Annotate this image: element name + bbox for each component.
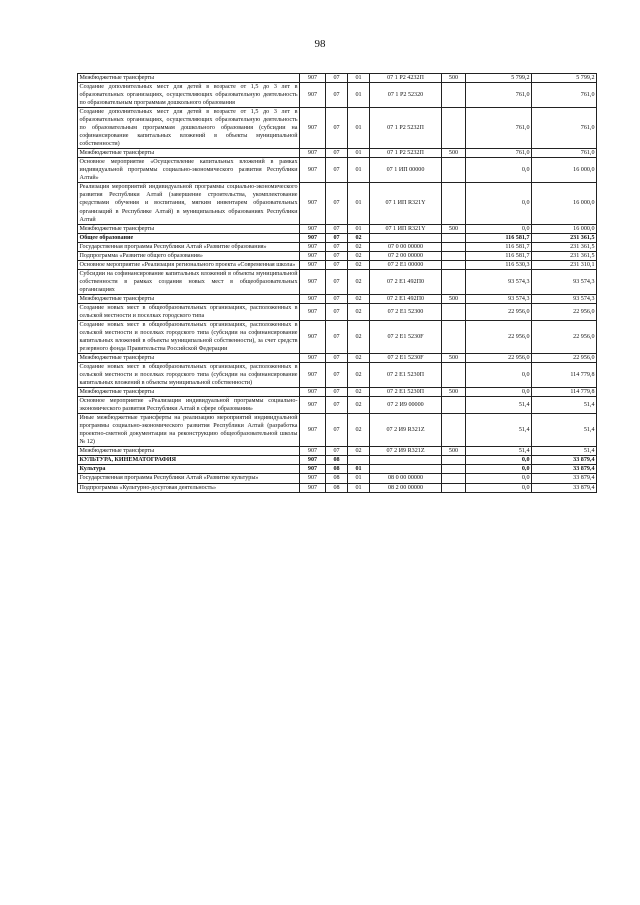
section-code: 07: [326, 83, 348, 108]
ved-code: 907: [300, 320, 326, 353]
target-article-code: 07 1 ИП 00000: [370, 158, 442, 183]
amount-year-2: 33 879,4: [532, 483, 597, 492]
table-row: [78, 294, 597, 303]
target-article-code: 07 2 E1 492П0: [370, 294, 442, 303]
section-code: 07: [326, 242, 348, 251]
row-name: Межбюджетные трансферты: [78, 447, 300, 456]
table-row: [78, 251, 597, 260]
section-code: 07: [326, 363, 348, 388]
amount-year-1: 0,0: [466, 183, 532, 224]
subsection-code: 01: [348, 183, 370, 224]
subsection-code: 02: [348, 251, 370, 260]
expense-type-code: [442, 269, 466, 294]
table-row: [78, 83, 597, 108]
expense-type-code: [442, 233, 466, 242]
amount-year-2: 22 956,0: [532, 303, 597, 320]
subsection-code: 02: [348, 233, 370, 242]
section-code: 07: [326, 233, 348, 242]
target-article-code: 07 1 ИП R321Y: [370, 183, 442, 224]
subsection-code: 01: [348, 483, 370, 492]
amount-year-2: 93 574,3: [532, 294, 597, 303]
subsection-code: 02: [348, 363, 370, 388]
subsection-code: 02: [348, 320, 370, 353]
expense-type-code: [442, 397, 466, 414]
row-name: Межбюджетные трансферты: [78, 354, 300, 363]
expense-type-code: [442, 456, 466, 465]
row-name: Государственная программа Республики Алтай «Развитие культуры»: [78, 474, 300, 483]
target-article-code: 07 2 E1 5230П: [370, 363, 442, 388]
expense-type-code: 500: [442, 447, 466, 456]
target-article-code: 07 0 00 00000: [370, 242, 442, 251]
row-name: Иные межбюджетные трансферты на реализацию мероприятий индивидуальной программы социально-экономического развития Республики Алтай (разработка проектно-сметной документации на реконструкцию общеобразовательной школы № 12): [79, 415, 298, 446]
expense-type-code: [442, 414, 466, 447]
section-code: 07: [326, 354, 348, 363]
ved-code: 907: [300, 183, 326, 224]
ved-code: 907: [300, 294, 326, 303]
amount-year-1: 761,0: [466, 108, 532, 149]
amount-year-2: 761,0: [532, 83, 597, 108]
section-code: 07: [326, 388, 348, 397]
expense-type-code: 500: [442, 354, 466, 363]
row-name: Реализация мероприятий индивидуальной программы социально-экономического развития Республики Алтай (завершение строительства, укомплектование средствами обучения и воспитания, мягким инвентарем образовательных организаций в Республике Алтай) в муниципальных образованиях Республики Алтай: [79, 184, 298, 223]
row-name: Культура: [78, 465, 300, 474]
ved-code: 907: [300, 74, 326, 83]
section-code: 07: [326, 414, 348, 447]
amount-year-1: 116 530,3: [466, 260, 532, 269]
row-name: Субсидии на софинансирование капитальных вложений в объекты муниципальной собственности в рамках создания новых мест в общеобразовательных организациях: [79, 270, 298, 293]
section-code: 07: [326, 74, 348, 83]
target-article-code: 08 2 00 00000: [370, 483, 442, 492]
section-code: 07: [326, 320, 348, 353]
section-code: 07: [326, 158, 348, 183]
section-code: 07: [326, 294, 348, 303]
subsection-code: 02: [348, 388, 370, 397]
ved-code: 907: [300, 354, 326, 363]
row-name: Создание дополнительных мест для детей в возрасте от 1,5 до 3 лет в образовательных организациях, осуществляющих образовательную деятельность по образовательным программам дошкольного образования (субсидии на софинансирование капитальных вложений в объекты муниципальной собственности): [79, 109, 298, 148]
table-row: [78, 158, 597, 183]
amount-year-1: 116 581,7: [466, 251, 532, 260]
table-row: [78, 465, 597, 474]
section-code: 07: [326, 224, 348, 233]
target-article-code: [370, 465, 442, 474]
amount-year-1: 0,0: [466, 224, 532, 233]
section-code: 07: [326, 447, 348, 456]
amount-year-1: 761,0: [466, 83, 532, 108]
amount-year-2: 51,4: [532, 447, 597, 456]
amount-year-2: 5 799,2: [532, 74, 597, 83]
target-article-code: [370, 233, 442, 242]
amount-year-1: 0,0: [466, 456, 532, 465]
amount-year-2: 761,0: [532, 108, 597, 149]
expense-type-code: [442, 83, 466, 108]
budget-table: [77, 73, 597, 493]
amount-year-1: 22 956,0: [466, 320, 532, 353]
amount-year-2: 16 000,0: [532, 183, 597, 224]
amount-year-2: 16 000,0: [532, 158, 597, 183]
ved-code: 907: [300, 414, 326, 447]
table-row: [78, 354, 597, 363]
ved-code: 907: [300, 269, 326, 294]
subsection-code: 02: [348, 397, 370, 414]
amount-year-1: 51,4: [466, 447, 532, 456]
amount-year-2: 33 879,4: [532, 465, 597, 474]
amount-year-2: 51,4: [532, 414, 597, 447]
subsection-code: 01: [348, 149, 370, 158]
row-name: Межбюджетные трансферты: [78, 74, 300, 83]
section-code: 08: [326, 483, 348, 492]
expense-type-code: 500: [442, 294, 466, 303]
amount-year-2: 33 879,4: [532, 456, 597, 465]
table-row: [78, 260, 597, 269]
target-article-code: 07 1 Р2 4232П: [370, 74, 442, 83]
expense-type-code: [442, 363, 466, 388]
section-code: 07: [326, 183, 348, 224]
expense-type-code: 500: [442, 74, 466, 83]
subsection-code: 02: [348, 303, 370, 320]
target-article-code: 07 2 E1 5230П: [370, 388, 442, 397]
table-row: [78, 474, 597, 483]
amount-year-1: 22 956,0: [466, 303, 532, 320]
table-row: [78, 242, 597, 251]
expense-type-code: [442, 483, 466, 492]
expense-type-code: 500: [442, 224, 466, 233]
section-code: 07: [326, 260, 348, 269]
ved-code: 907: [300, 108, 326, 149]
target-article-code: 07 1 ИП R321Y: [370, 224, 442, 233]
amount-year-1: 0,0: [466, 474, 532, 483]
table-row: [78, 447, 597, 456]
ved-code: 907: [300, 233, 326, 242]
subsection-code: 01: [348, 465, 370, 474]
section-code: 08: [326, 474, 348, 483]
expense-type-code: [442, 260, 466, 269]
ved-code: 907: [300, 242, 326, 251]
table-row: [78, 74, 597, 83]
row-name: Создание новых мест в общеобразовательных организациях, расположенных в сельской местности и поселках городского типа: [79, 304, 298, 319]
section-code: 07: [326, 397, 348, 414]
amount-year-1: 0,0: [466, 388, 532, 397]
table-row: [78, 108, 597, 149]
subsection-code: 01: [348, 474, 370, 483]
target-article-code: 07 2 00 00000: [370, 251, 442, 260]
amount-year-2: 231 361,5: [532, 242, 597, 251]
amount-year-1: 51,4: [466, 414, 532, 447]
amount-year-1: 51,4: [466, 397, 532, 414]
amount-year-1: 761,0: [466, 149, 532, 158]
row-name: Общее образование: [78, 233, 300, 242]
amount-year-2: 33 879,4: [532, 474, 597, 483]
section-code: 07: [326, 108, 348, 149]
amount-year-1: 22 956,0: [466, 354, 532, 363]
target-article-code: [370, 456, 442, 465]
table-row: [78, 320, 597, 353]
row-name: Межбюджетные трансферты: [78, 224, 300, 233]
section-code: 07: [326, 269, 348, 294]
amount-year-1: 0,0: [466, 465, 532, 474]
target-article-code: 07 2 И9 R321Z: [370, 414, 442, 447]
amount-year-1: 116 581,7: [466, 233, 532, 242]
subsection-code: 02: [348, 260, 370, 269]
subsection-code: 02: [348, 269, 370, 294]
expense-type-code: [442, 158, 466, 183]
section-code: 08: [326, 456, 348, 465]
amount-year-2: 114 779,8: [532, 363, 597, 388]
amount-year-1: 0,0: [466, 158, 532, 183]
ved-code: 907: [300, 456, 326, 465]
subsection-code: 02: [348, 294, 370, 303]
amount-year-2: 114 779,8: [532, 388, 597, 397]
amount-year-1: 0,0: [466, 363, 532, 388]
expense-type-code: [442, 251, 466, 260]
ved-code: 907: [300, 149, 326, 158]
subsection-code: 01: [348, 83, 370, 108]
amount-year-1: 5 799,2: [466, 74, 532, 83]
subsection-code: 01: [348, 224, 370, 233]
ved-code: 907: [300, 251, 326, 260]
subsection-code: [348, 456, 370, 465]
ved-code: 907: [300, 303, 326, 320]
target-article-code: 07 1 Р2 5232П: [370, 149, 442, 158]
row-name: Основное мероприятие «Реализация регионального проекта «Современная школа»: [78, 260, 300, 269]
amount-year-1: 116 581,7: [466, 242, 532, 251]
amount-year-2: 51,4: [532, 397, 597, 414]
table-row: [78, 388, 597, 397]
subsection-code: 01: [348, 74, 370, 83]
row-name: Основное мероприятие «Реализация индивидуальной программы социально-экономического развития Республики Алтай в сфере образования»: [79, 398, 298, 413]
expense-type-code: 500: [442, 149, 466, 158]
row-name: Создание дополнительных мест для детей в возрасте от 1,5 до 3 лет в образовательных организациях, осуществляющих образовательную деятельность по образовательным программам дошкольного образования: [79, 84, 298, 107]
row-name: Государственная программа Республики Алтай «Развитие образования»: [78, 242, 300, 251]
amount-year-2: 231 361,5: [532, 251, 597, 260]
expense-type-code: 500: [442, 388, 466, 397]
ved-code: 907: [300, 83, 326, 108]
subsection-code: 02: [348, 414, 370, 447]
target-article-code: 08 0 00 00000: [370, 474, 442, 483]
target-article-code: 07 2 E1 492П0: [370, 269, 442, 294]
table-row: [78, 233, 597, 242]
table-row: [78, 303, 597, 320]
table-row: [78, 183, 597, 224]
section-code: 07: [326, 149, 348, 158]
table-row: [78, 483, 597, 492]
page-number: 98: [314, 38, 326, 50]
table-row: [78, 149, 597, 158]
amount-year-2: 22 956,0: [532, 320, 597, 353]
ved-code: 907: [300, 388, 326, 397]
amount-year-2: 231 361,5: [532, 233, 597, 242]
ved-code: 907: [300, 158, 326, 183]
ved-code: 907: [300, 474, 326, 483]
subsection-code: 01: [348, 108, 370, 149]
expense-type-code: [442, 108, 466, 149]
table-row: [78, 414, 597, 447]
expense-type-code: [442, 183, 466, 224]
target-article-code: 07 1 Р2 52320: [370, 83, 442, 108]
section-code: 07: [326, 251, 348, 260]
row-name: Создание новых мест в общеобразовательных организациях, расположенных в сельской местности и поселках городского типа (субсидии на софинансирование капитальных вложений в объекты муниципальной собственности): [79, 364, 298, 387]
ved-code: 907: [300, 447, 326, 456]
target-article-code: 07 2 E1 5230F: [370, 320, 442, 353]
subsection-code: 02: [348, 242, 370, 251]
expense-type-code: [442, 242, 466, 251]
row-name: Межбюджетные трансферты: [78, 149, 300, 158]
section-code: 07: [326, 303, 348, 320]
target-article-code: 07 2 И9 R321Z: [370, 447, 442, 456]
ved-code: 907: [300, 483, 326, 492]
amount-year-2: 16 000,0: [532, 224, 597, 233]
row-name: Подпрограмма «Культурно-досуговая деятельность»: [78, 483, 300, 492]
target-article-code: 07 1 Р2 5232П: [370, 108, 442, 149]
ved-code: 907: [300, 363, 326, 388]
row-name: Подпрограмма «Развитие общего образования»: [78, 251, 300, 260]
row-name: Создание новых мест в общеобразовательных организациях, расположенных в сельской местности и поселках городского типа (субсидии на софинансирование капитальных вложений в объекты муниципальной собственности), за счет средств резервного фонда Правительства Российской Федерации: [79, 321, 298, 352]
table-row: [78, 269, 597, 294]
table-row: [78, 363, 597, 388]
table-row: [78, 456, 597, 465]
expense-type-code: [442, 303, 466, 320]
amount-year-1: 93 574,3: [466, 269, 532, 294]
target-article-code: 07 2 E1 52300: [370, 303, 442, 320]
amount-year-2: 761,0: [532, 149, 597, 158]
amount-year-1: 0,0: [466, 483, 532, 492]
subsection-code: 02: [348, 447, 370, 456]
ved-code: 907: [300, 397, 326, 414]
row-name: Основное мероприятие «Осуществление капитальных вложений в рамках индивидуальной программы социально-экономического развития Республики Алтай»: [79, 159, 298, 182]
row-name: КУЛЬТУРА, КИНЕМАТОГРАФИЯ: [78, 456, 300, 465]
expense-type-code: [442, 320, 466, 353]
target-article-code: 07 2 E1 5230F: [370, 354, 442, 363]
row-name: Межбюджетные трансферты: [78, 388, 300, 397]
table-row: [78, 397, 597, 414]
section-code: 08: [326, 465, 348, 474]
row-name: Межбюджетные трансферты: [78, 294, 300, 303]
expense-type-code: [442, 465, 466, 474]
target-article-code: 07 2 И9 00000: [370, 397, 442, 414]
ved-code: 907: [300, 260, 326, 269]
subsection-code: 02: [348, 354, 370, 363]
ved-code: 907: [300, 465, 326, 474]
amount-year-1: 93 574,3: [466, 294, 532, 303]
ved-code: 907: [300, 224, 326, 233]
target-article-code: 07 2 E1 00000: [370, 260, 442, 269]
expense-type-code: [442, 474, 466, 483]
amount-year-2: 231 310,1: [532, 260, 597, 269]
amount-year-2: 93 574,3: [532, 269, 597, 294]
subsection-code: 01: [348, 158, 370, 183]
table-row: [78, 224, 597, 233]
amount-year-2: 22 956,0: [532, 354, 597, 363]
